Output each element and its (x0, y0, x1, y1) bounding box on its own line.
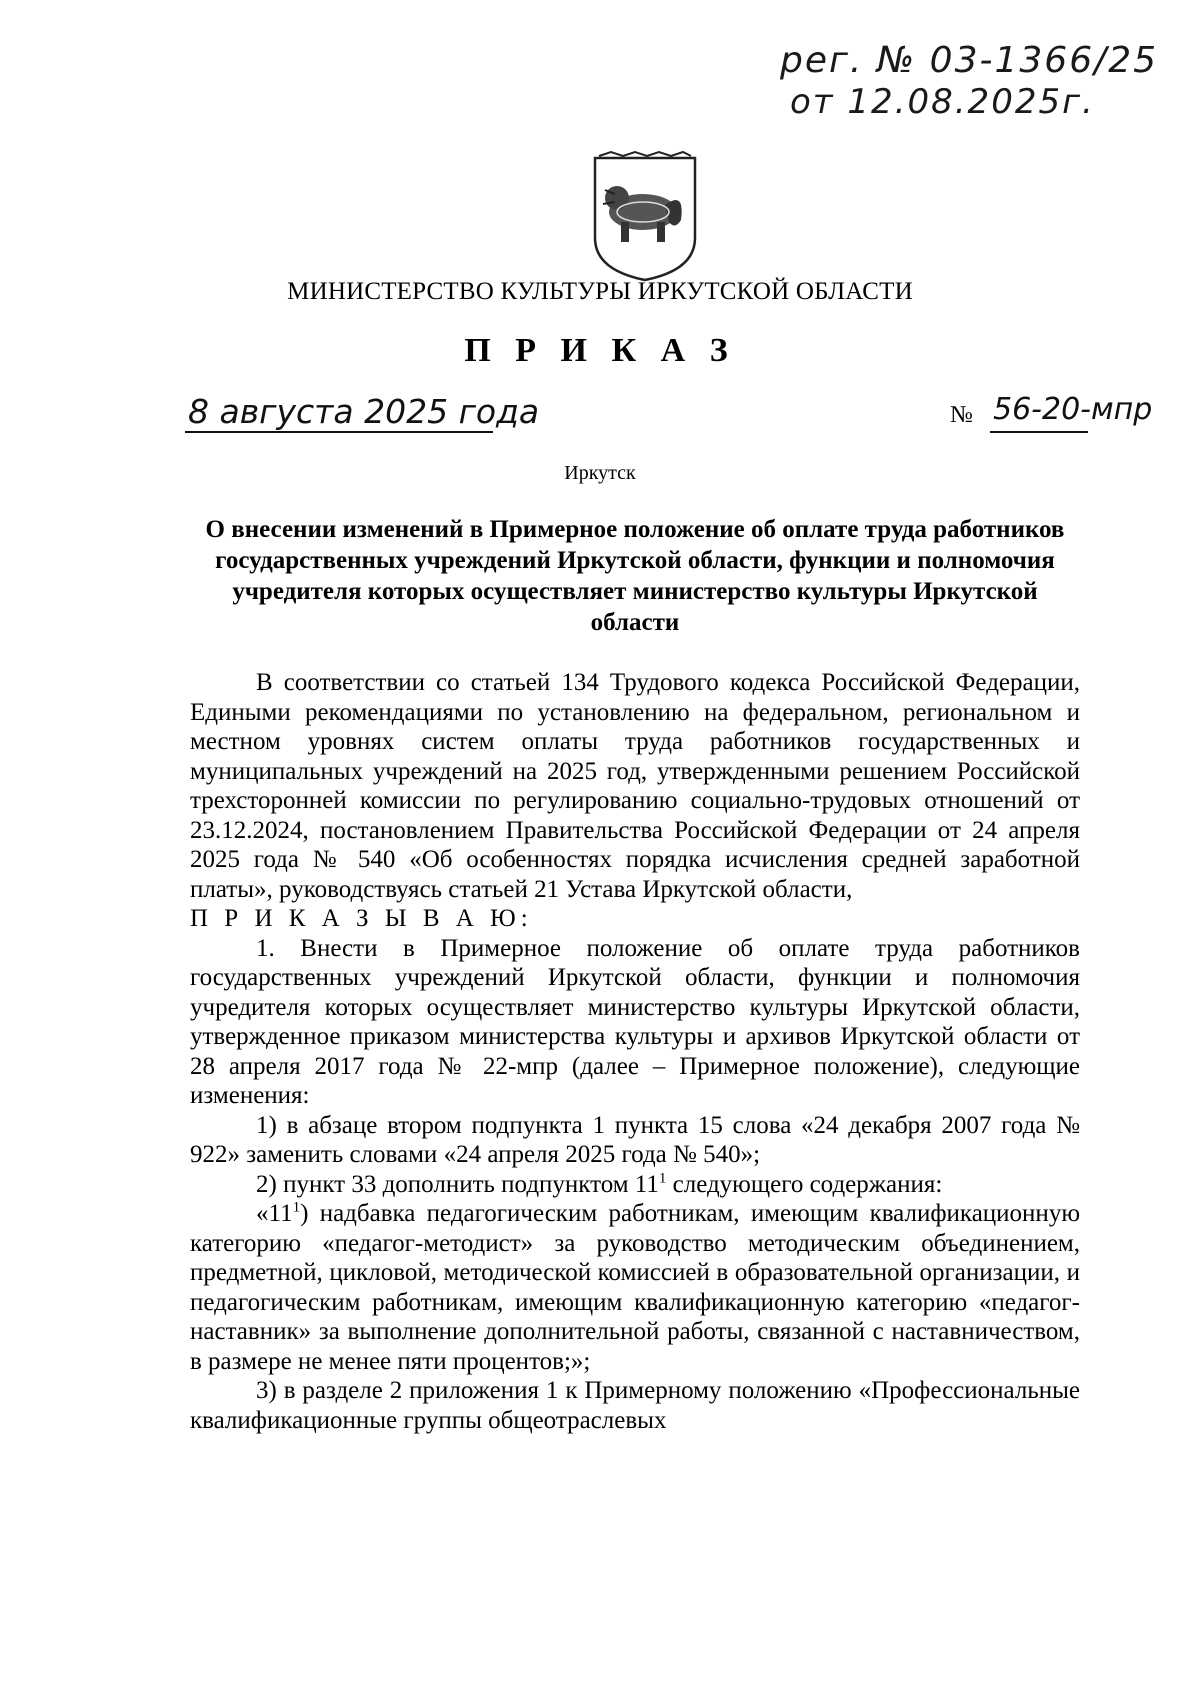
item-1-2-superscript: 1 (658, 1170, 667, 1187)
order-date-handwritten: 8 августа 2025 года (188, 392, 540, 431)
order-word: П Р И К А З Ы В А Ю: (190, 905, 533, 932)
order-number-handwritten: 56-20-мпр (993, 392, 1153, 427)
item-1-3-paragraph: 3) в разделе 2 приложения 1 к Примерному положению «Профессиональные квалификационные группы общеотраслевых (190, 1377, 1080, 1434)
quote-text: ) надбавка педагогическим работникам, имеющим квалификационную категорию «педагог-методист» за руководство методическим объединением, предметной, цикловой, методической комиссией в образовательной организации, и педагогическим работникам, имеющим квалификационную категорию «педагог-наставник» за выполнение дополнительной работы, связанной с наставничеством, в размере не менее пяти процентов;»; (190, 1200, 1080, 1375)
order-number-label: № (950, 402, 973, 428)
quoted-subitem-paragraph (190, 1199, 1080, 1376)
city-name: Иркутск (564, 462, 636, 484)
registration-number-handwritten: рег. № 03-1366/25 (780, 40, 1159, 81)
date-underline (185, 431, 493, 433)
number-underline (990, 431, 1088, 433)
coat-of-arms-icon (585, 150, 705, 285)
document-type-title: П Р И К А З (464, 332, 736, 369)
preamble-paragraph: В соответствии со статьей 134 Трудового кодекса Российской Федерации, Едиными рекомендациями по установлению на федеральном, региональном и местном уровнях систем оплаты труда работников государственных и муниципальных учреждений на 2025 год, утвержденными решением Российской трехсторонней комиссии по регулированию социально-трудовых отношений от 23.12.2024, постановлением Правительства Российской Федерации от 24 апреля 2025 года № 540 «Об особенностях порядка исчисления средней заработной платы», руководствуясь статьей 21 Устава Иркутской области, (190, 669, 1080, 903)
quote-superscript: 1 (292, 1199, 301, 1216)
item-1-1-paragraph: 1) в абзаце втором подпункта 1 пункта 15 слова «24 декабря 2007 года № 922» заменить словами «24 апреля 2025 года № 540»; (190, 1111, 1080, 1168)
quote-start: «11 (256, 1200, 293, 1227)
item-1-paragraph: 1. Внести в Примерное положение об оплате труда работников государственных учреждений Иркутской области, функции и полномочия учредителя которых осуществляет министерство культуры Иркутской области, утвержденное приказом министерства культуры и архивов Иркутской области от 28 апреля 2017 года № 22-мпр (далее – Примерное положение), следующие изменения: (190, 934, 1080, 1109)
order-title: О внесении изменений в Примерное положение об оплате труда работников государственных учреждений Иркутской области, функции и полномочия учредителя которых осуществляет министерство культуры Иркутской области (205, 516, 1065, 636)
ministry-name: МИНИСТЕРСТВО КУЛЬТУРЫ ИРКУТСКОЙ ОБЛАСТИ (287, 278, 913, 305)
item-1-2-paragraph (190, 1170, 1080, 1200)
item-1-2-text-end: следующего содержания: (666, 1170, 943, 1198)
registration-date-handwritten: от 12.08.2025г. (790, 82, 1095, 122)
order-body (190, 668, 1080, 1435)
item-1-2-text: 2) пункт 33 дополнить подпунктом 11 (256, 1170, 659, 1198)
